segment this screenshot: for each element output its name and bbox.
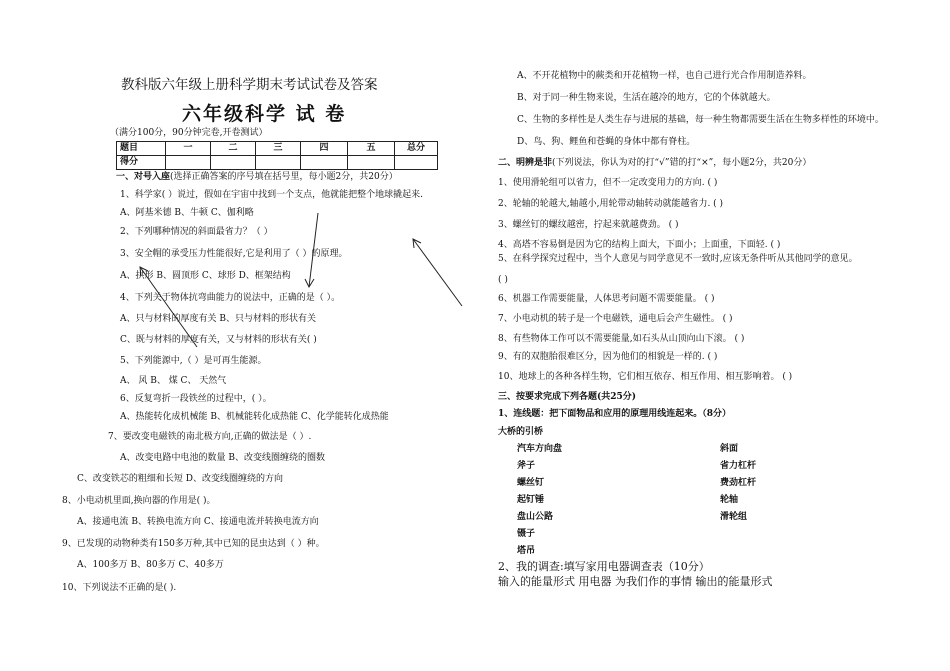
judgement-5-paren: ( )	[498, 275, 508, 285]
score-table-cell: 二	[211, 142, 256, 156]
question-7: 7、要改变电磁铁的南北极方向,正确的做法是（ ）.	[108, 432, 312, 442]
section3-question-2: 2、我的调查:填写家用电器调查表（10分）	[498, 560, 710, 573]
judgement-5: 5、在科学探究过程中，当个人意见与同学意见不一致时,应该无条件听从其他同学的意见。	[498, 254, 858, 264]
score-table-cell: 五	[348, 142, 395, 156]
matching-item: 汽车方向盘	[517, 444, 563, 454]
question-10-option-d: D、鸟、狗、鲤鱼和苍蝇的身体中都有脊柱。	[517, 137, 696, 147]
score-table-cell: 总分	[395, 142, 438, 156]
judgement-1: 1、使用滑轮组可以省力，但不一定改变用力的方向. ( )	[498, 178, 718, 188]
survey-headers: 输入的能量形式 用电器 为我们作的事情 输出的能量形式	[498, 575, 773, 588]
section2-heading-line	[498, 158, 811, 168]
matching-item: 斧子	[517, 461, 536, 471]
question-6: 6、反复弯折一段铁丝的过程中，( ）。	[120, 394, 272, 404]
judgement-7: 7、小电动机的转子是一个电磁铁，通电后会产生磁性。 ( )	[498, 314, 733, 324]
question-9: 9、已发现的动物种类有150多万种,其中已知的昆虫达到（ ）种。	[62, 539, 325, 549]
score-table-cell: 题目	[117, 142, 166, 156]
matching-principle: 费劲杠杆	[720, 478, 757, 488]
question-8: 8、小电动机里面,换向器的作用是( )。	[62, 496, 216, 506]
question-10-option-b: B、对于同一种生物来说，生活在越冷的地方，它的个体就越大。	[517, 93, 776, 103]
question-2: 2、下列哪种情况的斜面最省力？（ ）	[120, 227, 273, 237]
score-table-cell: 得分	[117, 156, 166, 170]
matching-item: 塔吊	[517, 546, 536, 556]
score-table-cell: 一	[166, 142, 211, 156]
question-7-options-ab: A、改变电路中电池的数量 B、改变线圈缠绕的圈数	[120, 453, 325, 463]
question-3-options: A、拱形 B、圆顶形 C、球形 D、框架结构	[120, 271, 291, 281]
question-10: 10、下列说法不正确的是( ).	[62, 583, 177, 593]
matching-item: 镊子	[517, 529, 536, 539]
question-1-options: A、阿基米德 B、牛顿 C、伽利略	[120, 208, 254, 218]
judgement-3: 3、螺丝钉的螺纹越密，拧起来就越费劲。 ( )	[498, 220, 679, 230]
question-4-options-ab: A、只与材料的厚度有关 B、只与材料的形状有关	[120, 314, 316, 324]
question-1: 1、科学家( ）说过，假如在宇宙中找到一个支点，他就能把整个地球撬起来.	[120, 190, 423, 200]
judgement-4: 4、高塔不容易倒是因为它的结构上面大，下面小；上面重，下面轻. ( )	[498, 240, 781, 250]
score-table-cell: 四	[301, 142, 348, 156]
section2-instruction: (下列说法，你认为对的打“√”错的打“×”，每小题2分，共20分）	[552, 158, 812, 168]
arrow-line	[140, 267, 197, 347]
exam-title: 六年级科学 试 卷	[182, 103, 347, 125]
matching-item: 盘山公路	[517, 512, 554, 522]
exam-note: （满分100分，90分钟完卷,开卷测试）	[110, 128, 268, 138]
question-3: 3、安全帽的承受压力性能很好,它是利用了（ ）的原理。	[120, 249, 348, 259]
question-9-options: A、100多万 B、80多万 C、40多万	[77, 560, 224, 570]
bridge-label: 大桥的引桥	[498, 427, 544, 437]
section3-question-1: 1、连线题：把下面物品和应用的原理用线连起来。（8分）	[498, 409, 732, 419]
question-5-options: A、 风 B、 煤 C、 天然气	[120, 376, 227, 386]
section2-heading: 二、明辨是非	[498, 158, 553, 168]
arrow-line	[413, 239, 462, 306]
matching-principle: 斜面	[720, 444, 739, 454]
score-table-cell: 三	[256, 142, 301, 156]
matching-item: 起钉锤	[517, 495, 545, 505]
question-4-option-c: C、既与材料的厚度有关，又与材料的形状有关( )	[120, 335, 317, 345]
matching-item: 螺丝钉	[517, 478, 545, 488]
matching-principle: 省力杠杆	[720, 461, 757, 471]
question-6-options: A、热能转化成机械能 B、机械能转化成热能 C、化学能转化成热能	[120, 412, 389, 422]
question-10-option-a: A、不开花植物中的蕨类和开花植物一样，也自己进行光合作用制造养料。	[517, 71, 812, 81]
judgement-8: 8、有些物体工作可以不需要能量,如石头从山顶向山下滚。 ( )	[498, 334, 745, 344]
judgement-10: 10、地球上的各种各样生物，它们相互依存、相互作用、相互影响着。 ( )	[498, 372, 793, 382]
section1-heading: 一、对号入座	[116, 172, 171, 182]
question-10-option-c: C、生物的多样性是人类生存与进展的基础，每一种生物都需要生活在生物多样性的环境中。	[517, 115, 884, 125]
matching-principle: 轮轴	[720, 495, 739, 505]
question-8-options: A、接通电流 B、转换电流方向 C、接通电流并转换电流方向	[77, 517, 319, 527]
matching-principle: 滑轮组	[720, 512, 748, 522]
judgement-6: 6、机器工作需要能量，人体思考问题不需要能量。 ( )	[498, 294, 715, 304]
section1-instruction: (选择正确答案的序号填在括号里，每小题2分，共20分）	[170, 172, 398, 182]
document-title: 教科版六年级上册科学期末考试试卷及答案	[121, 77, 378, 93]
judgement-9: 9、有的双胞胎很难区分，因为他们的相貌是一样的. ( )	[498, 352, 718, 362]
arrow-line	[309, 213, 318, 287]
question-7-options-cd: C、改变铁芯的粗细和长短 D、改变线圈缠绕的方向	[77, 474, 283, 484]
section3-heading: 三、按要求完成下列各题(共25分)	[498, 392, 637, 402]
question-5: 5、下列能源中,（ ）是可再生能源。	[120, 356, 267, 366]
question-4: 4、下列关于物体抗弯曲能力的说法中，正确的是（ ）。	[120, 293, 341, 303]
judgement-2: 2、轮轴的轮越大,轴越小,用轮带动轴转动就能越省力. ( )	[498, 199, 724, 209]
